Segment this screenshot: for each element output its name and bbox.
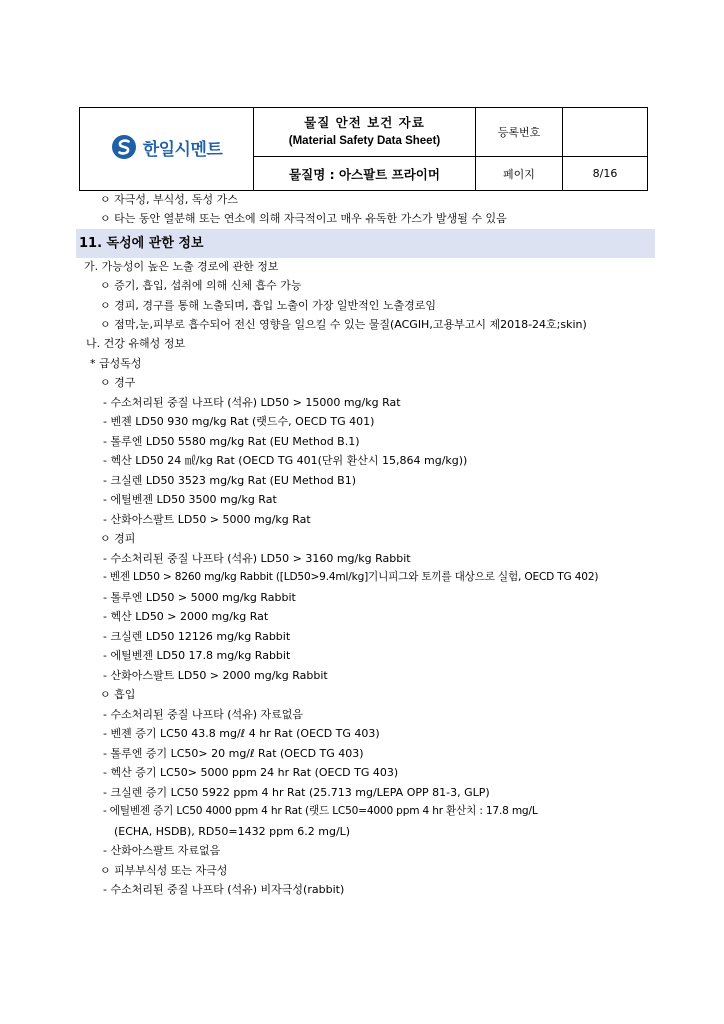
text-line: ㅇ 경구 bbox=[100, 376, 136, 389]
product-name: 물질명 : 아스팔트 프라이머 bbox=[254, 157, 476, 191]
text-line: * 급성독성 bbox=[90, 357, 142, 370]
company-logo bbox=[111, 134, 223, 160]
text-line: - 톨루엔 LD50 > 5000 mg/kg Rabbit bbox=[103, 591, 296, 604]
document-title-cell bbox=[254, 108, 476, 157]
text-line: 가. 가능성이 높은 노출 경로에 관한 정보 bbox=[84, 260, 279, 273]
text-line: - 수소처리된 중질 나프타 (석유) 자료없음 bbox=[103, 708, 304, 721]
text-line: ㅇ 경피 bbox=[100, 532, 136, 545]
text-line: - 수소처리된 중질 나프타 (석유) LD50 > 15000 mg/kg Rat bbox=[103, 396, 401, 409]
document-title-korean: 물질 안전 보건 자료 bbox=[304, 115, 425, 130]
text-line: - 에틸벤젠 증기 LC50 4000 ppm 4 hr Rat (랫드 LC50=4000 ppm 4 hr 환산치 : 17.8 mg/L bbox=[103, 805, 538, 817]
text-line: 나. 건강 유해성 정보 bbox=[86, 337, 185, 350]
text-line: - 산화아스팔트 LD50 > 2000 mg/kg Rabbit bbox=[103, 669, 328, 682]
text-line: (ECHA, HSDB), RD50=1432 ppm 6.2 mg/L) bbox=[114, 825, 351, 838]
company-emblem-icon bbox=[111, 134, 137, 160]
text-line: - 헥산 LD50 24 ㎖/kg Rat (OECD TG 401(단위 환산시 15,864 mg/kg)) bbox=[103, 454, 468, 467]
text-line: ㅇ 경피, 경구를 통해 노출되며, 흡입 노출이 가장 일반적인 노출경로임 bbox=[100, 299, 436, 312]
text-line: - 크실렌 LD50 3523 mg/kg Rat (EU Method B1) bbox=[103, 474, 357, 487]
text-line: ㅇ 타는 동안 열분해 또는 연소에 의해 자극적이고 매우 유독한 가스가 발생될 수 있음 bbox=[100, 212, 507, 225]
page-label: 페이지 bbox=[476, 157, 563, 191]
text-line: ㅇ 점막,눈,피부로 흡수되어 전신 영향을 일으킬 수 있는 물질(ACGIH,고용부고시 제2018-24호;skin) bbox=[100, 318, 587, 331]
text-line: - 산화아스팔트 LD50 > 5000 mg/kg Rat bbox=[103, 513, 311, 526]
text-line: - 헥산 증기 LC50> 5000 ppm 24 hr Rat (OECD TG 403) bbox=[103, 766, 399, 779]
page-number: 8/16 bbox=[563, 157, 648, 191]
text-line: - 산화아스팔트 자료없음 bbox=[103, 844, 221, 857]
text-line: ㅇ 자극성, 부식성, 독성 가스 bbox=[100, 193, 238, 206]
registration-number-label: 등록번호 bbox=[476, 108, 563, 157]
msds-header-table bbox=[79, 107, 648, 191]
company-logo-text: 한일시멘트 bbox=[142, 139, 223, 160]
text-line: ㅇ 증기, 흡입, 섭취에 의해 신체 흡수 가능 bbox=[100, 279, 302, 292]
text-line: ㅇ 흡입 bbox=[100, 688, 136, 701]
text-line: - 크실렌 LD50 12126 mg/kg Rabbit bbox=[103, 630, 291, 643]
document-title-english: (Material Safety Data Sheet) bbox=[288, 135, 441, 147]
text-line: - 크실렌 증기 LC50 5922 ppm 4 hr Rat (25.713 mg/LEPA OPP 81-3, GLP) bbox=[103, 786, 490, 799]
text-line: - 헥산 LD50 > 2000 mg/kg Rat bbox=[103, 610, 269, 623]
section-title: 11. 독성에 관한 정보 bbox=[79, 236, 204, 251]
text-line: ㅇ 피부부식성 또는 자극성 bbox=[100, 864, 228, 877]
section-header bbox=[76, 229, 655, 258]
logo-cell bbox=[80, 108, 254, 191]
text-line: - 벤젠 LD50 > 8260 mg/kg Rabbit ([LD50>9.4ml/kg]기니피그와 토끼를 대상으로 실험, OECD TG 402) bbox=[103, 571, 599, 583]
text-line: - 에틸벤젠 LD50 3500 mg/kg Rat bbox=[103, 493, 277, 506]
registration-number-value bbox=[563, 108, 648, 157]
text-line: - 에틸벤젠 LD50 17.8 mg/kg Rabbit bbox=[103, 649, 291, 662]
text-line: - 벤젠 LD50 930 mg/kg Rat (랫드수, OECD TG 401) bbox=[103, 415, 375, 428]
text-line: - 수소처리된 중질 나프타 (석유) LD50 > 3160 mg/kg Rabbit bbox=[103, 552, 411, 565]
text-line: - 톨루엔 증기 LC50> 20 mg/ℓ Rat (OECD TG 403) bbox=[103, 747, 364, 760]
text-line: - 수소처리된 중질 나프타 (석유) 비자극성(rabbit) bbox=[103, 883, 345, 896]
text-line: - 톨루엔 LD50 5580 mg/kg Rat (EU Method B.1) bbox=[103, 435, 360, 448]
text-line: - 벤젠 증기 LC50 43.8 mg/ℓ 4 hr Rat (OECD TG 403) bbox=[103, 727, 380, 740]
